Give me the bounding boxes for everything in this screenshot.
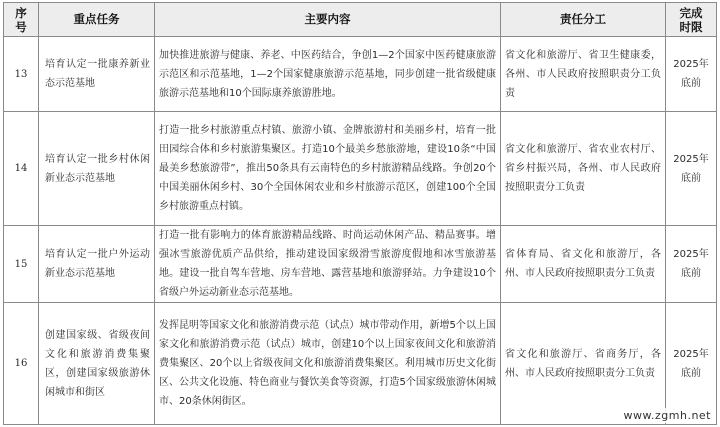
- header-num: 序号: [4, 3, 39, 37]
- row-num: 15: [4, 226, 39, 303]
- header-row: [4, 3, 717, 37]
- header-responsibility: 责任分工: [501, 3, 666, 37]
- header-content: 主要内容: [155, 3, 501, 37]
- row-deadline: 2025年底前: [666, 303, 717, 425]
- row-task: 培育认定一批康养新业态示范基地: [39, 37, 155, 112]
- row-num: 16: [4, 303, 39, 425]
- row-task: 培育认定一批户外运动新业态示范基地: [39, 226, 155, 303]
- row-task: 创建国家级、省级夜间文化和旅游消费集聚区，创建国家级旅游休闲城市和街区: [39, 303, 155, 425]
- header-task: 重点任务: [39, 3, 155, 37]
- row-num: 13: [4, 37, 39, 112]
- row-deadline: 2025年底前: [666, 226, 717, 303]
- row-content: 打造一批乡村旅游重点村镇、旅游小镇、金牌旅游村和美丽乡村，培育一批田园综合体和乡村旅游集聚区。打造10个最美乡愁旅游地，建设10条“中国最美乡愁旅游带”，推出50条具有云南特色的乡村旅游精品线路。争创20个中国美丽休闲乡村、30个全国休闲农业和乡村旅游示范区，创建100个全国乡村旅游重点村镇。: [155, 112, 501, 226]
- row-content: 发挥昆明等国家文化和旅游消费示范（试点）城市带动作用，新增5个以上国家文化和旅游消费示范（试点）城市，创建10个以上国家夜间文化和旅游消费集聚区、20个以上省级夜间文化和旅游消费集聚区。利用城市历史文化街区、公共文化设施、特色商业与餐饮美食等资源，打造5个国家级旅游休闲城市、20条休闲街区。: [155, 303, 501, 425]
- table-row: [4, 112, 717, 226]
- table-row: [4, 226, 717, 303]
- row-responsibility: 省文化和旅游厅、省农业农村厅、省乡村振兴局，各州、市人民政府按照职责分工负责: [501, 112, 666, 226]
- row-task: 培育认定一批乡村休闲新业态示范基地: [39, 112, 155, 226]
- row-deadline: 2025年底前: [666, 112, 717, 226]
- row-content: 加快推进旅游与健康、养老、中医药结合，争创1—2个国家中医药健康旅游示范区和示范基地，1—2个国家健康旅游示范基地，同步创建一批省级健康旅游示范基地和10个国际康养旅游胜地。: [155, 37, 501, 112]
- row-responsibility: 省文化和旅游厅、省卫生健康委，各州、市人民政府按照职责分工负责: [501, 37, 666, 112]
- row-responsibility: 省体育局、省文化和旅游厅，各州、市人民政府按照职责分工负责: [501, 226, 666, 303]
- table-row: [4, 303, 717, 425]
- row-num: 14: [4, 112, 39, 226]
- row-content: 打造一批有影响力的体育旅游精品线路、时尚运动休闲产品、精品赛事。增强冰雪旅游优质产品供给，推动建设国家级滑雪旅游度假地和冰雪旅游基地。建设一批自驾车营地、房车营地、露营基地和旅游驿站。力争建设10个省级户外运动新业态示范基地。: [155, 226, 501, 303]
- row-responsibility: 省文化和旅游厅、省商务厅，各州、市人民政府按照职责分工负责: [501, 303, 666, 425]
- row-deadline: 2025年底前: [666, 37, 717, 112]
- table-row: [4, 37, 717, 112]
- header-deadline: 完成时限: [666, 3, 717, 37]
- tasks-table: [3, 2, 717, 425]
- site-watermark: www.zgmh.net: [621, 408, 714, 423]
